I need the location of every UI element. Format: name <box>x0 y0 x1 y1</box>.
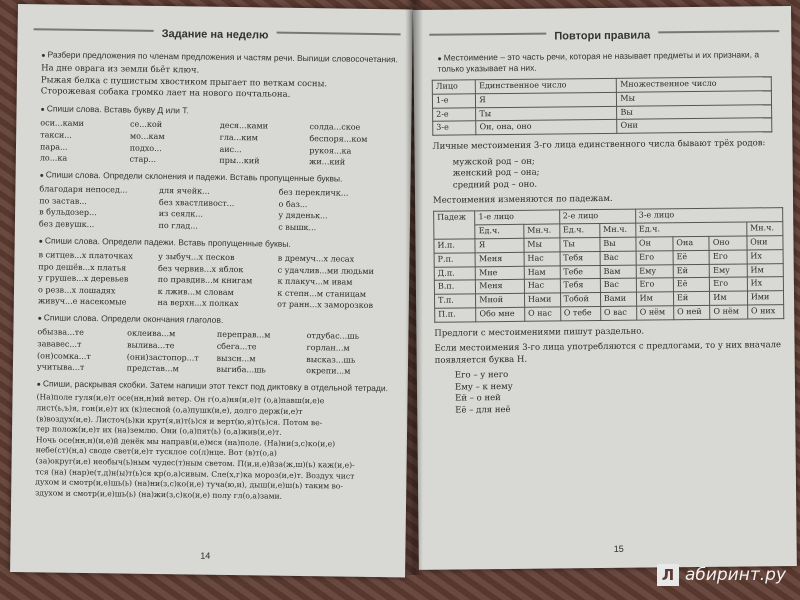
watermark <box>657 564 786 586</box>
left-page-header <box>18 20 413 45</box>
table-subheader: Ед.ч. <box>475 225 524 239</box>
table-cell: Ты <box>476 106 617 121</box>
table-subheader: Мн.ч. <box>600 223 636 237</box>
list-item: Ей – о ней <box>455 393 501 404</box>
word: гла...ким <box>219 132 258 143</box>
word: обызва...те <box>37 327 84 338</box>
word: без перекличк... <box>278 187 349 198</box>
task-4-instruction: ● Спиши слова. Определи падежи. Вставь пропущенные буквы. <box>39 235 398 251</box>
table-cell: Им <box>636 292 674 306</box>
word-column <box>219 120 309 168</box>
prepositions-rule: Предлоги с местоимениями пишут раздельно. <box>434 326 645 339</box>
left-page-title: Задание на неделю <box>154 28 277 42</box>
table-header: 3-е лицо <box>635 208 783 223</box>
word: о баз... <box>278 199 308 209</box>
word: к степн...м станицам <box>277 288 367 299</box>
n-rule: Если местоимения 3-го лица употребляются с предлогами, то у них вначале появляется буква Н. <box>434 340 782 366</box>
text-line: тся (на) (нар)е(т,д)н(ы)т(ь)ся кр(о,а)сивым. Сле(х,г)ка мороз(и,е)т. Воздух чист <box>35 466 355 481</box>
table-cell: Его <box>709 250 747 264</box>
word: вызсн...м <box>216 353 256 364</box>
right-page-title: Повтори правила <box>546 29 658 42</box>
word: сбега...те <box>216 341 257 352</box>
word: се...кой <box>130 119 163 130</box>
table-cell: Нами <box>524 293 560 307</box>
word: по застав... <box>39 196 87 206</box>
table-cell: Он, она, оно <box>476 120 617 135</box>
list-item: Его – у него <box>454 370 509 381</box>
table-cell: Ты <box>560 238 600 252</box>
table-cell: О них <box>747 305 783 319</box>
text-line: лист(ь,ъ)я, гон(и,е)т их (к)лесной (о,а)пушк(и,е), долго держ(и,е)т <box>36 403 303 416</box>
table-cell: Они <box>747 236 783 250</box>
left-page <box>10 4 413 577</box>
word: окрепи...м <box>306 366 351 376</box>
word: от ранн...х заморозков <box>277 300 374 311</box>
word: с удачлив...ми людьми <box>277 265 374 276</box>
table-cell: О нём <box>710 305 748 319</box>
word-column <box>277 253 397 313</box>
word-column <box>278 187 398 235</box>
examples-list <box>435 367 783 417</box>
table-cell: Р.п. <box>434 253 475 267</box>
table-cell: И.п. <box>434 239 475 253</box>
table-cell: Обо мне <box>476 307 525 321</box>
text-line: Ночь осе(нн,н)(и,е)й денёк мы направ(и,е)мся (на)поле. (На)ни(з,с)ко(и,е) <box>35 435 336 449</box>
table-cell: О тебе <box>560 307 600 321</box>
word: (они)застопор...т <box>126 352 199 363</box>
table-cell: Его <box>636 278 674 292</box>
table-cell: 1-е <box>432 94 475 108</box>
table-cell: Мы <box>617 90 772 105</box>
table-cell: Тобой <box>560 293 600 307</box>
table-cell: Вам <box>600 265 636 279</box>
table-cell: Вами <box>600 292 636 306</box>
table-cell: Я <box>476 92 617 107</box>
word: беспоря...ком <box>309 134 368 144</box>
page-number: 14 <box>200 550 211 561</box>
table-cell: Меня <box>475 252 524 266</box>
word: у дяденьк... <box>278 211 328 221</box>
table-cell: Меня <box>476 280 525 294</box>
word: ло...ка <box>39 153 68 163</box>
word: пры...кий <box>219 155 260 166</box>
task-4-words <box>38 249 398 312</box>
word: солда...ское <box>309 122 361 133</box>
table-cell: Оно <box>709 236 747 250</box>
table-row <box>433 118 772 135</box>
labirint-logo-icon: Л <box>657 564 679 586</box>
text-line: небе(ст)(н,а) своде свет(и,е)т тусклое со(л)нце. Вот (в)т(о,а) <box>35 445 277 459</box>
text-line: (в)воздух(и,е). Листоч(ь)ки крут(я,и)т(ь)ся и верт(ю,я)т(ь)ся. Потом ве- <box>36 413 323 427</box>
word: рукоя...ка <box>309 145 352 156</box>
text-line: (за)округ(и,е) необыч(ь)ным чудес(т)ным светом. П(и,и,е)йза(ж,ш)(ь) каж(и,е)- <box>35 456 355 470</box>
table-header: Лицо <box>432 80 475 94</box>
word: у зыбуч...х песков <box>158 252 235 263</box>
right-page-content <box>431 44 783 417</box>
table-subheader: Ед.ч. <box>635 222 746 237</box>
word: без девушк... <box>38 219 95 230</box>
task-6-text <box>35 393 395 504</box>
word: по глад... <box>158 220 198 231</box>
word: отдубас...шь <box>306 331 360 342</box>
table-cell: О ней <box>674 305 711 319</box>
table-cell: 2-е <box>433 107 476 121</box>
table-subheader: Ед.ч. <box>559 224 599 238</box>
list-item: Её – для неё <box>455 404 511 416</box>
text-line: (На)поле гуля(и,е)т осе(нн,н)ий ветер. Он г(о,а)ня(и,е)т (о,а)павш(и,е)е <box>36 392 325 406</box>
word: горлан...м <box>306 343 350 353</box>
table-cell: Мной <box>476 294 525 308</box>
table-cell: Их <box>747 249 783 263</box>
table-cell: Тебя <box>560 279 600 293</box>
word: в дремуч...х лесах <box>277 253 355 264</box>
text-line: здухом и смотр(и,е)шь(ь) (на)жи(з,с)ко(и,е) полу гл(о,а)зами. <box>35 488 283 501</box>
text-line: духом и смотр(и,е)шь(ь) (на)ни(з,с)ко(и,е) туча(ю,и), дыш(и,е)ш(ь) таким во- <box>35 477 344 491</box>
word: из сеялк... <box>158 209 204 219</box>
word: выгиба...шь <box>216 365 266 375</box>
table-subheader: Мн.ч. <box>747 222 783 236</box>
task-3-words <box>39 184 399 235</box>
left-page-content <box>29 44 400 504</box>
table-header: 1-е лицо <box>475 210 559 225</box>
table-cell: Ему <box>710 264 748 278</box>
task-3-instruction: ● Спиши слова. Определи склонения и падежи. Вставь пропущенные буквы. <box>40 169 399 185</box>
task-5-instruction: ● Спиши слова. Определи окончания глаголов. <box>38 312 397 328</box>
word: подхо... <box>129 143 162 153</box>
table-cell: Мне <box>476 266 525 280</box>
word: без хвастливост... <box>158 197 235 208</box>
table-cell: Т.п. <box>435 294 476 308</box>
table-cell: Д.п. <box>434 266 475 280</box>
list-item: Ему – к нему <box>454 381 513 393</box>
word: зававес...т <box>37 339 82 349</box>
list-item: женский род – она; <box>452 167 540 179</box>
word: высказ...шь <box>306 354 356 365</box>
table-cell: В.п. <box>434 280 475 294</box>
task-2-words <box>40 118 400 169</box>
book-spine <box>405 0 423 575</box>
word: (он)сомка...т <box>37 350 91 361</box>
word-column <box>159 185 279 233</box>
word: стар... <box>129 154 157 165</box>
right-page <box>413 6 797 570</box>
table-cell: Её <box>673 278 710 292</box>
table-header: Единственное число <box>476 78 617 93</box>
table-cell: Вы <box>600 237 636 251</box>
word: без червив...х яблок <box>157 263 244 274</box>
right-page-header <box>413 22 791 45</box>
table-cell: О нас <box>525 307 561 321</box>
pronoun-definition: ● Местоимение – это часть речи, которая не называет предметы и их признаки, а только указывает на них. <box>437 49 779 76</box>
table-header: Множественное число <box>617 77 772 92</box>
table-cell: Ей <box>673 264 710 278</box>
word: пара... <box>39 141 68 152</box>
word: для ячейк... <box>159 186 210 196</box>
table-cell: Их <box>747 277 783 291</box>
table-cell: О нём <box>636 306 674 320</box>
word: по правдив...м книгам <box>157 275 253 286</box>
table-cell: Нас <box>524 279 560 293</box>
word: аис... <box>219 144 242 154</box>
sentence: На дне оврага из земли бьёт ключ. <box>41 63 200 77</box>
table-cell: Она <box>673 236 710 250</box>
table-cell: Нас <box>524 252 560 266</box>
table-cell: Тебя <box>560 251 600 265</box>
table-cell: Ему <box>636 264 674 278</box>
word: вылива...те <box>126 340 175 351</box>
table-cell: Вы <box>617 104 772 119</box>
gender-list <box>433 154 781 192</box>
word: про дешёв...х платья <box>38 261 127 273</box>
word: к лжив...м словам <box>157 286 234 297</box>
table-cell: Ими <box>747 291 783 305</box>
table-cell: Он <box>635 237 673 251</box>
sentence: Сторожевая собака громко лает на нового почтальона. <box>40 86 291 101</box>
word: в бульдозер... <box>39 207 97 218</box>
word-column <box>127 328 217 376</box>
table-cell: 3-е <box>433 121 476 135</box>
word: с вышк... <box>278 222 317 233</box>
table-cell: Я <box>475 238 524 252</box>
word: жи...кий <box>309 157 346 167</box>
word: о резв...х лошадях <box>37 285 116 296</box>
task-2-instruction: ● Спиши слова. Вставь букву Д или Т. <box>40 103 399 119</box>
list-item: средний род – оно. <box>452 179 538 191</box>
word: переправ...м <box>216 330 271 341</box>
page-number: 15 <box>613 543 624 554</box>
table-subheader: Мн.ч. <box>524 224 560 238</box>
gender-intro: Личные местоимения 3-го лица единственного числа бывают трёх родов: <box>432 138 766 152</box>
task-6-instruction: ● Спиши, раскрывая скобки. Затем напиши этот текст под диктовку в отдельной тетради. <box>37 378 396 394</box>
task-1-sentences <box>41 64 400 103</box>
word: живуч...е насекомые <box>37 296 127 307</box>
cases-intro: Местоимения изменяются по падежам. <box>432 193 613 206</box>
table-cell: Мы <box>524 238 560 252</box>
word: мо...кам <box>129 131 165 141</box>
word: оси...ками <box>40 118 84 129</box>
table-cell: Его <box>636 251 674 265</box>
text-line: тер полож(и,е)т их (на)землю. Они (о,а)пят(ь) (о,а)жив(и,е)т. <box>36 424 282 437</box>
word-column <box>309 121 399 169</box>
table-header: Падеж <box>434 211 476 239</box>
table-cell: Они <box>617 118 772 133</box>
task-1-instruction: ● Разбери предложения по членам предложения и частям речи. Выпиши словосочетания. <box>41 49 400 65</box>
table-header: 2-е лицо <box>559 210 635 225</box>
word: у грушев...х деревьев <box>38 273 129 284</box>
word-column <box>38 249 158 309</box>
watermark-text: абиринт.ру <box>684 565 786 585</box>
table-cell: Им <box>710 291 748 305</box>
table-row <box>435 305 784 322</box>
pronoun-number-table <box>432 76 773 136</box>
word: представ...м <box>126 363 179 374</box>
list-item: мужской род – он; <box>452 156 535 168</box>
word: такси... <box>40 130 72 140</box>
word-column <box>40 118 130 166</box>
word-column <box>306 331 396 379</box>
table-cell: Тебе <box>560 265 600 279</box>
table-cell: О вас <box>600 306 636 320</box>
word: на верхн...х полках <box>157 298 239 309</box>
word: оклеива...м <box>127 329 176 339</box>
word-column <box>39 184 159 232</box>
word-column <box>157 251 277 311</box>
table-cell: Нам <box>524 266 560 280</box>
word: благодаря непосед... <box>39 184 128 195</box>
word: учитыва...т <box>36 362 85 373</box>
table-cell: Им <box>747 263 783 277</box>
word: в ситцев...х платочках <box>38 250 133 261</box>
table-cell: Его <box>710 277 748 291</box>
sentence: Рыжая белка с пушистым хвостиком прыгает по веткам сосны. <box>40 75 328 90</box>
word-column <box>130 119 220 167</box>
task-5-words <box>37 327 397 378</box>
table-cell: Вас <box>600 251 636 265</box>
table-cell: Вас <box>600 279 636 293</box>
word-column <box>37 327 127 375</box>
table-cell: Ей <box>673 292 710 306</box>
table-cell: П.п. <box>435 308 476 322</box>
pronoun-case-table <box>433 208 784 323</box>
table-cell: Её <box>673 250 710 264</box>
word: деся...ками <box>219 121 269 131</box>
word: к плакуч...м ивам <box>277 276 353 287</box>
word-column <box>216 329 306 377</box>
